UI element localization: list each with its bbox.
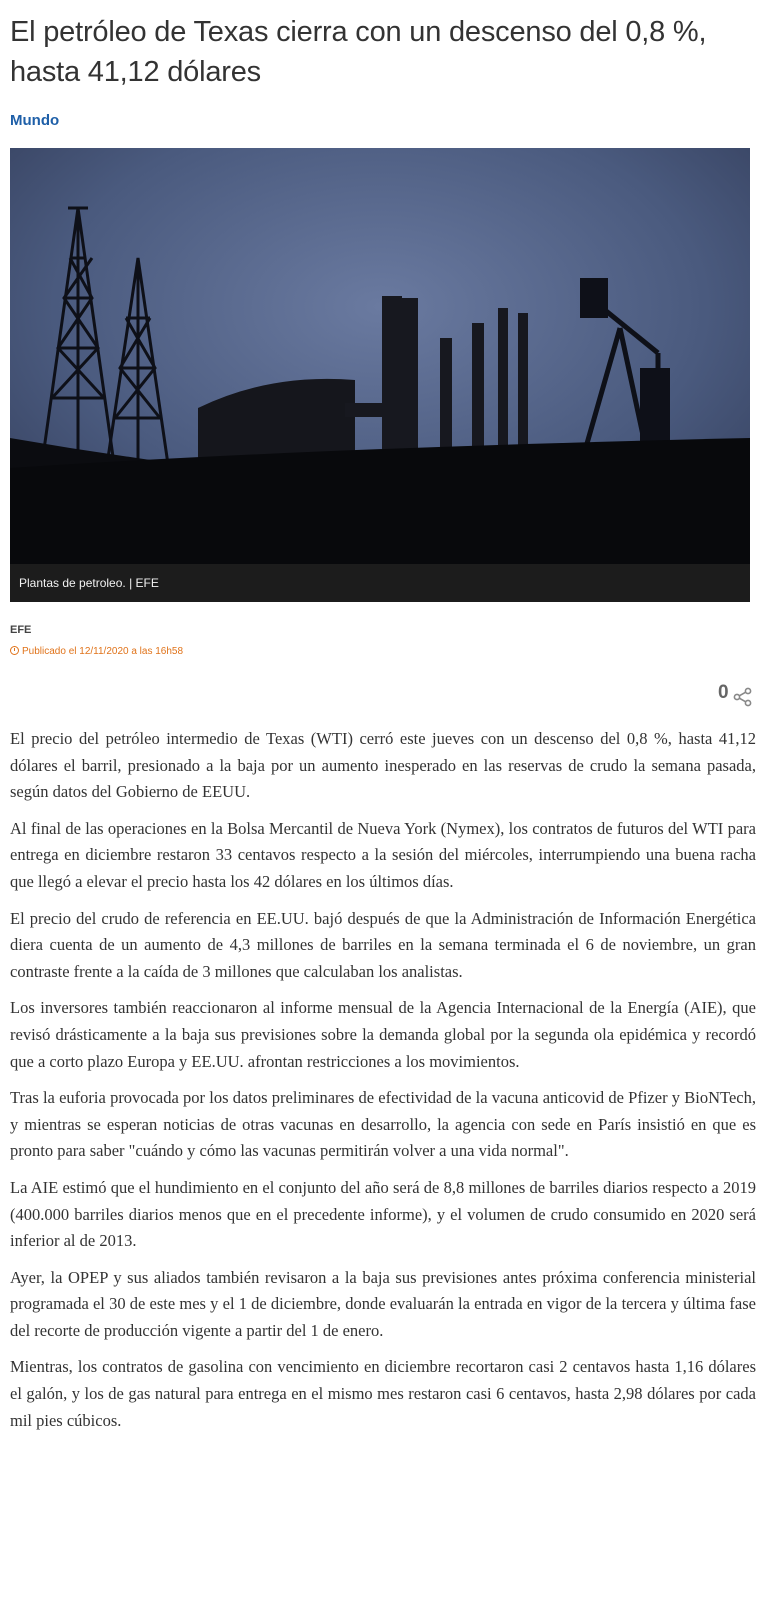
share-icon[interactable]	[733, 687, 753, 707]
caption-bar	[10, 564, 750, 602]
paragraph: Los inversores también reaccionaron al informe mensual de la Agencia Internacional de la Energía (AIE), que revisó drásticamente a la baja sus previsiones sobre la demanda global por la segunda ola epidémica y recordó que a corto plazo Europa y EE.UU. afrontan restricciones a los movimientos.	[10, 998, 756, 1071]
paragraph: Tras la euforia provocada por los datos preliminares de efectividad de la vacuna anticovid de Pfizer y BioNTech, y mientras se esperan noticias de otras vacunas en desarrollo, la agencia con sede en París insistió en que es pronto para saber "cuándo y cómo las vacunas permitirán volver a una vida normal".	[10, 1088, 756, 1161]
hero-image	[10, 148, 750, 602]
share-count[interactable]: 0	[718, 682, 729, 703]
published-text: Publicado el 12/11/2020 a las 16h58	[22, 646, 184, 657]
article-source: EFE	[10, 624, 32, 636]
published-date	[10, 646, 183, 657]
image-caption: Plantas de petroleo. | EFE	[19, 576, 159, 590]
clock-icon	[10, 646, 19, 655]
section-link[interactable]: Mundo	[10, 112, 60, 129]
paragraph: Mientras, los contratos de gasolina con vencimiento en diciembre recortaron casi 2 centavos hasta 1,16 dólares el galón, y los de gas natural para entrega en el mismo mes restaron casi 6 centavos, hasta 2,98 dólares por cada mil pies cúbicos.	[10, 1357, 756, 1430]
article-body	[10, 726, 756, 1444]
paragraph: La AIE estimó que el hundimiento en el conjunto del año será de 8,8 millones de barriles diarios respecto a 2019 (400.000 barriles diarios menos que en el precedente informe), y el volumen de crudo consumido en 2020 será inferior al de 2013.	[10, 1177, 756, 1251]
paragraph: El precio del crudo de referencia en EE.UU. bajó después de que la Administración de Información Energética diera cuenta de un aumento de 4,3 millones de barriles en la semana terminada el 6 de noviembre, un gran contraste frente a la caída de 3 millones que calculaban los analistas.	[10, 908, 756, 981]
paragraph: Al final de las operaciones en la Bolsa Mercantil de Nueva York (Nymex), los contratos de futuros del WTI para entrega en diciembre restaron 33 centavos respecto a la sesión del miércoles, interrumpiendo una buena racha que llegó a elevar el precio hasta los 42 dólares en los últimos días.	[10, 818, 756, 891]
oil-plant-illustration	[10, 148, 750, 602]
paragraph: El precio del petróleo intermedio de Texas (WTI) cerró este jueves con un descenso del 0,8 %, hasta 41,12 dólares el barril, presionado a la baja por un aumento inesperado en las reservas de crudo la semana pasada, según datos del Gobierno de EEUU.	[10, 729, 756, 802]
paragraph: Ayer, la OPEP y sus aliados también revisaron a la baja sus previsiones antes próxima conferencia ministerial programada el 30 de este mes y el 1 de diciembre, donde evaluarán la entrada en vigor de la tercera y última fase del recorte de producción vigente a partir del 1 de enero.	[10, 1267, 756, 1340]
article-headline: El petróleo de Texas cierra con un descenso del 0,8 %, hasta 41,12 dólares	[10, 16, 707, 88]
